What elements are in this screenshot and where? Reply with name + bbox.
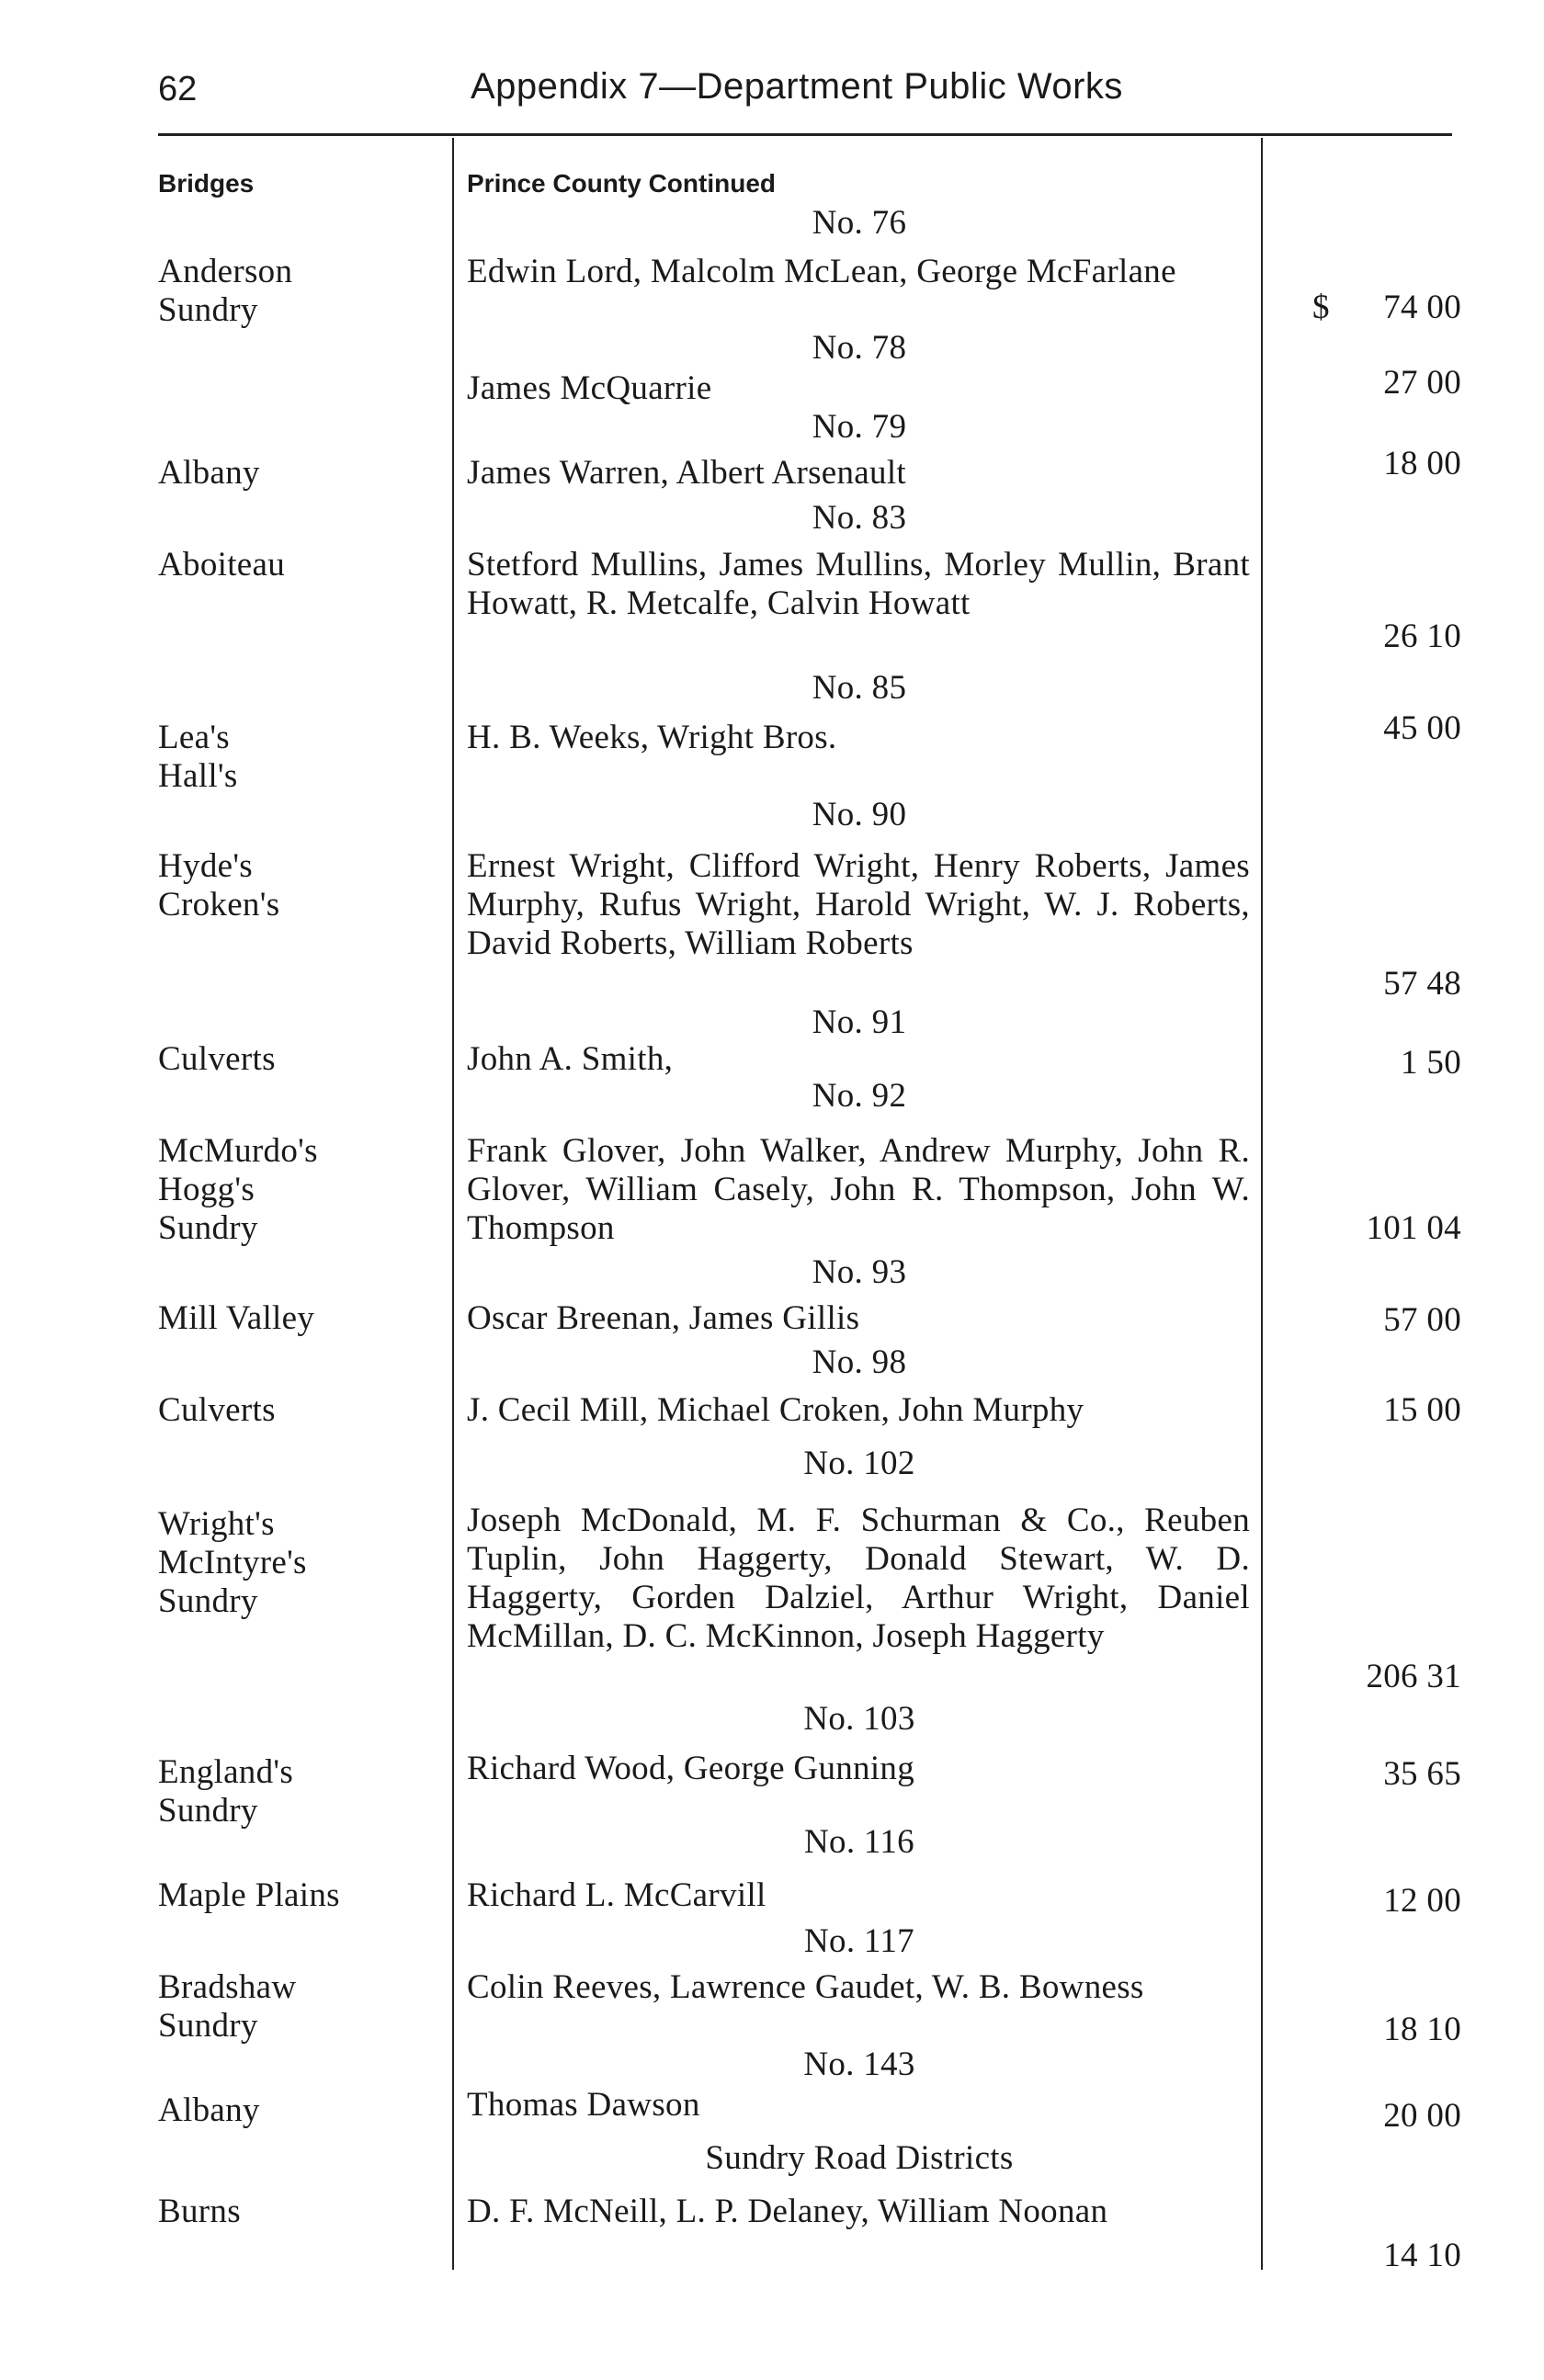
bridge-location: McIntyre's xyxy=(158,1544,307,1581)
page-number: 62 xyxy=(158,70,198,108)
district-heading: No. 143 xyxy=(803,2046,915,2083)
worker-names: J. Cecil Mill, Michael Croken, John Murphy xyxy=(467,1391,1084,1429)
amount-value: 35 65 xyxy=(1383,1755,1461,1793)
bridge-location: Aboiteau xyxy=(158,546,286,584)
district-heading: No. 91 xyxy=(812,1003,907,1041)
amount-value: 18 00 xyxy=(1383,445,1461,482)
page-title: Appendix 7—Department Public Works xyxy=(471,66,1123,107)
district-heading: No. 85 xyxy=(812,669,907,707)
currency-symbol: $ xyxy=(1312,289,1330,326)
worker-names: James McQuarrie xyxy=(467,369,712,407)
worker-names: Richard L. McCarvill xyxy=(467,1876,766,1914)
worker-names: Richard Wood, George Gunning xyxy=(467,1750,915,1787)
district-heading: No. 102 xyxy=(803,1445,915,1482)
bridge-location: Burns xyxy=(158,2193,241,2230)
worker-names: John A. Smith, xyxy=(467,1040,674,1078)
worker-names: H. B. Weeks, Wright Bros. xyxy=(467,719,837,756)
bridge-location: Hogg's xyxy=(158,1171,255,1208)
bridge-location: Anderson xyxy=(158,253,293,290)
district-heading: No. 78 xyxy=(812,329,907,367)
worker-names: Thomas Dawson xyxy=(467,2086,700,2124)
worker-names: Ernest Wright, Clifford Wright, Henry Roberts, James Murphy, Rufus Wright, Harold Wright, W. J. Roberts, David Roberts, William Roberts xyxy=(467,847,1250,962)
amount-value: 57 48 xyxy=(1383,965,1461,1003)
district-heading: No. 83 xyxy=(812,499,907,537)
district-heading: No. 98 xyxy=(812,1343,907,1381)
column-divider-left xyxy=(452,138,454,2270)
column-divider-right xyxy=(1261,138,1263,2270)
bridge-location: Sundry xyxy=(158,1209,258,1247)
district-heading: No. 76 xyxy=(812,204,907,242)
amount-value: 101 04 xyxy=(1366,1209,1461,1247)
bridge-location: Croken's xyxy=(158,886,280,924)
bridge-location: Wright's xyxy=(158,1505,275,1543)
district-heading: No. 117 xyxy=(804,1922,914,1960)
district-heading: No. 90 xyxy=(812,796,907,833)
bridge-location: Sundry xyxy=(158,2007,258,2045)
bridge-location: Albany xyxy=(158,454,260,492)
amount-value: 20 00 xyxy=(1383,2097,1461,2135)
header-rule xyxy=(158,133,1452,136)
bridge-location: Bradshaw xyxy=(158,1968,297,2006)
bridge-location: Hyde's xyxy=(158,847,254,885)
district-heading: No. 79 xyxy=(812,408,907,446)
bridge-location: Lea's xyxy=(158,719,231,756)
amount-value: 14 10 xyxy=(1383,2237,1461,2274)
bridge-location: Albany xyxy=(158,2091,260,2129)
worker-names: Colin Reeves, Lawrence Gaudet, W. B. Bowness xyxy=(467,1968,1144,2006)
amount-value: 206 31 xyxy=(1366,1658,1461,1695)
bridge-location: Culverts xyxy=(158,1040,276,1078)
worker-names: Frank Glover, John Walker, Andrew Murphy, John R. Glover, William Casely, John R. Thompson, John W. Thompson xyxy=(467,1132,1250,1247)
district-heading: No. 93 xyxy=(812,1253,907,1291)
worker-names: Oscar Breenan, James Gillis xyxy=(467,1299,860,1337)
bridges-column-heading: Bridges xyxy=(158,169,255,198)
worker-names: Edwin Lord, Malcolm McLean, George McFarlane xyxy=(467,253,1176,290)
bridge-location: Culverts xyxy=(158,1391,276,1429)
bridge-location: Sundry xyxy=(158,1582,258,1620)
bridge-location: Sundry xyxy=(158,291,258,329)
worker-names: Joseph McDonald, M. F. Schurman & Co., Reuben Tuplin, John Haggerty, Donald Stewart, W. D. Haggerty, Gorden Dalziel, Arthur Wright, Daniel McMillan, D. C. McKinnon, Joseph Haggerty xyxy=(467,1502,1250,1655)
bridge-location: McMurdo's xyxy=(158,1132,318,1170)
district-heading: No. 92 xyxy=(812,1077,907,1115)
bridge-location: Maple Plains xyxy=(158,1876,340,1914)
amount-value xyxy=(1268,289,1461,327)
amount-value: 1 50 xyxy=(1401,1044,1461,1082)
bridge-location: Sundry xyxy=(158,1792,258,1830)
bridge-location: England's xyxy=(158,1753,294,1791)
amount-value: 18 10 xyxy=(1383,2011,1461,2048)
amount-value: 45 00 xyxy=(1383,709,1461,747)
bridge-location: Hall's xyxy=(158,757,238,795)
worker-names: James Warren, Albert Arsenault xyxy=(467,454,906,492)
amount-text: 74 00 xyxy=(1383,289,1461,326)
amount-value: 57 00 xyxy=(1383,1301,1461,1339)
worker-names: Stetford Mullins, James Mullins, Morley Mullin, Brant Howatt, R. Metcalfe, Calvin Howatt xyxy=(467,546,1250,622)
amount-value: 26 10 xyxy=(1383,618,1461,655)
district-column-heading: Prince County Continued xyxy=(467,169,776,198)
district-heading: No. 103 xyxy=(803,1700,915,1738)
district-heading: No. 116 xyxy=(804,1823,914,1861)
bridge-location: Mill Valley xyxy=(158,1299,315,1337)
district-heading: Sundry Road Districts xyxy=(705,2139,1014,2177)
amount-value: 15 00 xyxy=(1383,1391,1461,1429)
amount-value: 27 00 xyxy=(1383,364,1461,402)
worker-names: D. F. McNeill, L. P. Delaney, William Noonan xyxy=(467,2193,1108,2230)
amount-value: 12 00 xyxy=(1383,1882,1461,1920)
